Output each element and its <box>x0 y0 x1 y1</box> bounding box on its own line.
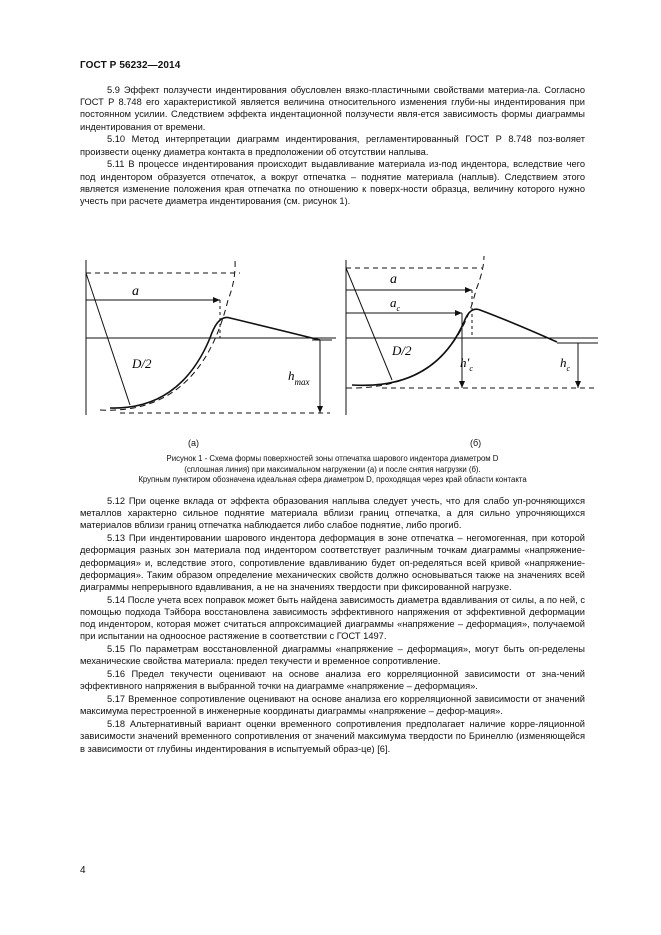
figure-1 <box>80 250 590 450</box>
label-hc-sub: c <box>566 364 571 373</box>
label-a-a: a <box>132 284 139 299</box>
label-a-b: a <box>390 272 397 287</box>
label-d2-a: D/2 <box>132 356 152 371</box>
radius-line-a <box>86 273 130 405</box>
arrow-a-right-b <box>465 287 472 293</box>
label-hc <box>560 355 571 373</box>
pileup-curve-b <box>464 309 557 342</box>
paragraph-5-9: 5.9 Эффект ползучести индентирования обусловлен вязко-пластичными свойствами материа-ла. Согласно ГОСТ Р 8.748 его характеристикой является величина относительного изменения глуби-ны индентирования при постоянном усилии. Следствием эффекта индентационной ползучести явля-ется зависимость формы диаграммы индентирования от времени. <box>80 85 585 132</box>
paragraph-5-15: 5.15 По параметрам восстановленной диаграммы «напряжение – деформация», могут быть оп-ределены механические свойства материала: предел текучести и временное сопротивление. <box>80 644 585 667</box>
subcaption-a: (а) <box>188 438 199 448</box>
subcaption-b: (б) <box>470 438 482 448</box>
label-hmax <box>288 368 310 387</box>
figure-panel-b <box>342 250 602 440</box>
label-ac <box>390 295 401 313</box>
arrow-hc-down <box>575 381 581 388</box>
label-hc-prime-sub: c <box>469 364 473 373</box>
figure-panel-a <box>80 250 340 440</box>
caption-line-3: Крупным пунктиром обозначена идеальная сфера диаметром D, проходящая через край области контакта <box>138 475 527 484</box>
paragraph-5-14: 5.14 После учета всех поправок может быть найдена зависимость диаметра вдавливания от силы, а по ней, с помощью подхода Тэйбора восстановлена зависимость эффективного напряжения от эффективной деформации под индентором, которая может считаться аппроксимацией диаграммы «напряжение – деформация», получаемой при испытании на одноосное растяжение в соответствии с ГОСТ 1497. <box>80 594 585 642</box>
document-header: ГОСТ Р 56232—2014 <box>80 60 181 71</box>
label-hmax-main: h <box>288 368 295 383</box>
arrow-ac-right-b <box>455 310 462 316</box>
pileup-curve-a <box>210 317 320 340</box>
label-hc-main: h <box>560 355 567 370</box>
paragraph-5-18: 5.18 Альтернативный вариант оценки временного сопротивления предполагает наличие корре-ляционной зависимости значений временного сопротивления от значений максимума твердости по Бринеллю (изменяющейся в зависимости от глубины индентирования в испытуемый образ-це) [6]. <box>80 719 585 754</box>
arrow-hmax-down <box>317 406 323 413</box>
text-block-top <box>80 84 585 208</box>
label-ac-main: a <box>390 295 397 310</box>
figure-caption <box>80 454 585 486</box>
paragraph-5-13: 5.13 При индентировании шарового индентора деформация в зоне отпечатка – негомогенная, при которой деформация разных зон материала под индентором соответствует различным точкам диаграммы «напряжение-деформация» и, вследствие этого, сопротивление вдавливанию будет оп-ределяться всей кривой «напряжение-деформация». Таким образом определение механических свойств должно основываться также на значениях всей диаграммы непрерывного вдавливания, а не на значениях твердости при фиксированной нагрузке. <box>80 533 585 593</box>
text-block-bottom <box>80 495 585 755</box>
caption-line-1: Рисунок 1 - Схема формы поверхностей зоны отпечатка шарового индентора диаметром D <box>166 454 499 463</box>
label-hc-prime-main: h′ <box>460 355 470 370</box>
label-d2-b: D/2 <box>392 343 412 358</box>
paragraph-5-16: 5.16 Предел текучести оценивают на основе анализа его корреляционной зависимости от зна-чений эффективного напряжения в выбранной точки на диаграмме «напряжение – деформация». <box>80 669 585 692</box>
paragraph-5-11: 5.11 В процессе индентирования происходит выдавливание материала из-под индентора, вследствие чего под индентором образуется отпечаток, а вокруг отпечатка – поднятие материала (наплыв). Следствием этого является изменение положения края отпечатка по отношению к поверх-ности образца, величину которого нужно учесть при расчете диаметра индентирования (см. рисунок 1). <box>80 159 585 207</box>
radius-line-b <box>346 268 392 380</box>
label-ac-sub: c <box>396 304 401 313</box>
impression-curve-a <box>110 338 210 408</box>
ideal-sphere-dashed-a <box>100 260 235 410</box>
label-hmax-sub: max <box>294 377 310 387</box>
caption-line-2: (сплошная линия) при максимальном нагружении (а) и после снятия нагрузки (б). <box>184 464 481 474</box>
paragraph-5-10: 5.10 Метод интерпретации диаграмм индентирования, регламентированный ГОСТ Р 8.748 поз-воляет произвести оценку диаметра контакта в предположении об отсутствии наплыва. <box>80 134 585 157</box>
paragraph-5-17: 5.17 Временное сопротивление оценивают на основе анализа его корреляционной зависимости от значений максимума перестроенной в инженерные координаты диаграммы «напряжение – дефор-мация». <box>80 694 585 717</box>
arrow-a-right <box>213 297 220 303</box>
paragraph-5-12: 5.12 При оценке вклада от эффекта образования наплыва следует учесть, что для слабо уп-рочняющихся металлов характерно сильное поднятие материала вблизи границ отпечатка, а для сильно упрочняющихся материалов вблизи границ отпечатка наблюдается либо слабое поднятие, либо прогиб. <box>80 496 585 531</box>
page-number: 4 <box>80 865 86 876</box>
arrow-hc-prime-down <box>459 381 465 388</box>
